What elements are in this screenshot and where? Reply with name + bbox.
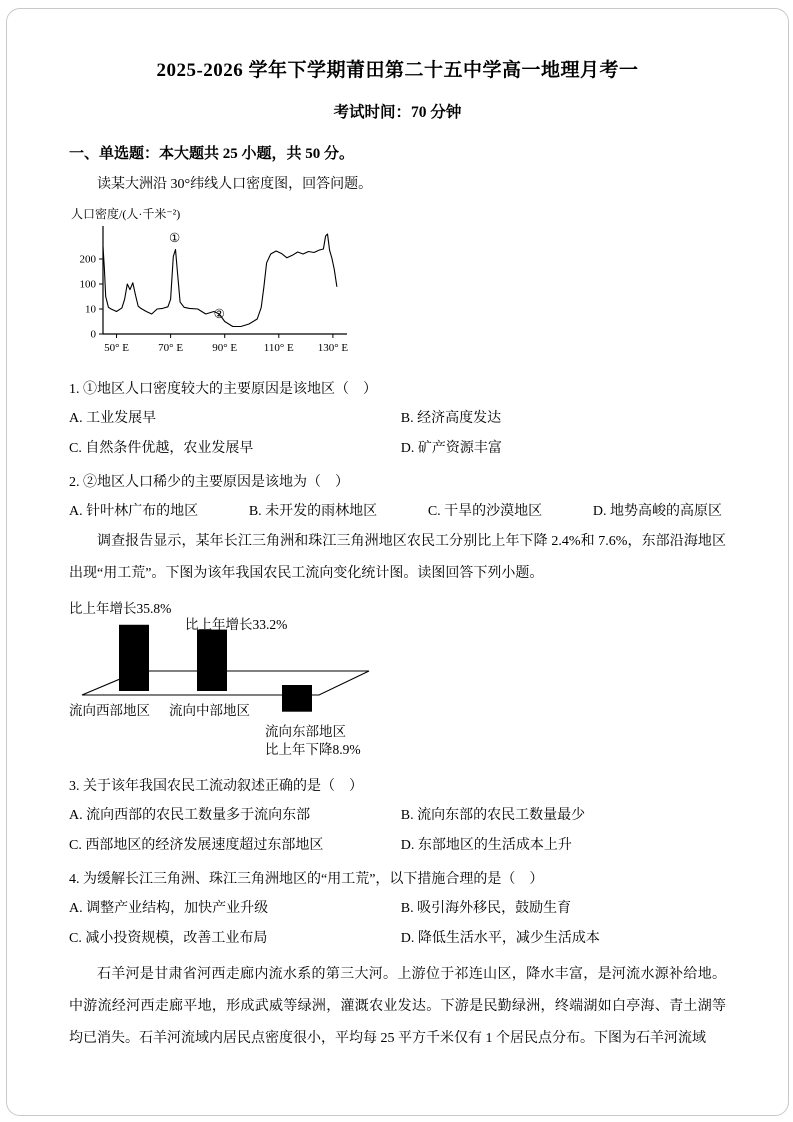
chart-annotation-2: ② [213,307,225,322]
question-2-option-c: C. 干旱的沙漠地区 [427,504,543,520]
question-2-option-d: D. 地势高峻的高原区 [592,504,722,520]
question-2 [69,471,726,520]
bar-value-label-middle: 比上年增长33.2% [185,616,288,632]
y-tick-label: 0 [90,328,96,341]
question-1-option-c: C. 自然条件优越，农业发展早 [69,441,254,457]
passage-density-intro: 读某大洲沿 30°纬线人口密度图，回答问题。 [97,177,373,192]
question-3-option-a: A. 流向西部的农民工数量多于流向东部 [69,807,311,823]
y-tick-label: 10 [85,303,96,316]
y-tick-label: 100 [79,278,96,291]
bar-east [282,685,312,712]
x-tick-label: 90° E [212,342,238,355]
question-4-options [69,897,726,947]
migration-bar-chart-figure [69,597,499,761]
density-chart-y-axis-label: 人口密度/(人·千米⁻²) [71,207,181,222]
question-4-stem: 4. 为缓解长江三角洲、珠江三角洲地区的“用工荒”，以下措施合理的是（ ） [69,871,544,887]
passage-migrant-workers: 调查报告显示，某年长江三角洲和珠江三角洲地区农民工分别比上年下降 2.4%和 7.6%，东部沿海地区出现“用工荒”。下图为该年我国农民工流向变化统计图。读图回答下列小题。 [69,534,726,582]
question-4-option-a: A. 调整产业结构，加快产业升级 [69,900,269,916]
density-chart-figure [69,205,726,360]
question-1-option-d: D. 矿产资源丰富 [400,441,502,457]
x-tick-label: 130° E [317,342,349,355]
bar-value-label-east: 比上年下降8.9% [265,741,361,757]
question-3-option-d: D. 东部地区的生活成本上升 [400,837,572,853]
question-3-option-c: C. 西部地区的经济发展速度超过东部地区 [69,837,324,853]
question-2-stem: 2. ②地区人口稀少的主要原因是该地为（ ） [69,475,349,491]
exam-title: 2025-2026 学年下学期莆田第二十五中学高一地理月考一 [156,60,639,81]
question-1 [69,378,726,457]
question-3-option-b: B. 流向东部的农民工数量最少 [400,807,586,823]
question-2-option-a: A. 针叶林广布的地区 [69,504,199,520]
question-3-options [69,804,726,854]
bar-category-west: 流向西部地区 [69,702,150,718]
x-tick-label: 110° E [263,342,294,355]
question-4-option-c: C. 减小投资规模，改善工业布局 [69,930,268,946]
question-2-options [69,500,726,520]
y-tick-label: 200 [79,253,96,266]
question-1-options [69,407,726,457]
passage-shiyang-river: 石羊河是甘肃省河西走廊内流水系的第三大河。上游位于祁连山区，降水丰富，是河流水源补给地。中游流经河西走廊平地，形成武威等绿洲，灌溉农业发达。下游是民勤绿洲，终端湖如白亭海、青土湖等均已消失。石羊河流域内居民点密度很小，平均每 25 平方千米仅有 1 个居民点分布。下图为石羊河流域 [69,966,726,1046]
section-one-heading: 一、单选题：本大题共 25 小题，共 50 分。 [69,146,355,162]
question-3-stem: 3. 关于该年我国农民工流动叙述正确的是（ ） [69,778,363,794]
question-4-option-d: D. 降低生活水平，减少生活成本 [400,930,600,946]
question-3 [69,775,726,854]
question-1-stem: 1. ①地区人口密度较大的主要原因是该地区（ ） [69,382,377,398]
x-tick-label: 70° E [158,342,184,355]
question-4-option-b: B. 吸引海外移民，鼓励生育 [400,900,572,916]
question-1-option-b: B. 经济高度发达 [400,411,502,427]
question-4 [69,868,726,947]
bar-middle [197,629,227,690]
exam-page [6,8,789,1116]
bar-value-label-west: 比上年增长35.8% [69,600,172,616]
question-1-option-a: A. 工业发展早 [69,411,157,427]
bar-west [119,624,149,690]
bar-category-east: 流向东部地区 [265,723,346,739]
question-2-option-b: B. 未开发的雨林地区 [248,504,378,520]
bar-category-middle: 流向中部地区 [169,702,250,718]
chart-annotation-1: ① [169,230,181,245]
exam-duration: 考试时间：70 分钟 [333,104,462,121]
x-tick-label: 50° E [104,342,129,355]
density-line-chart [69,222,361,360]
